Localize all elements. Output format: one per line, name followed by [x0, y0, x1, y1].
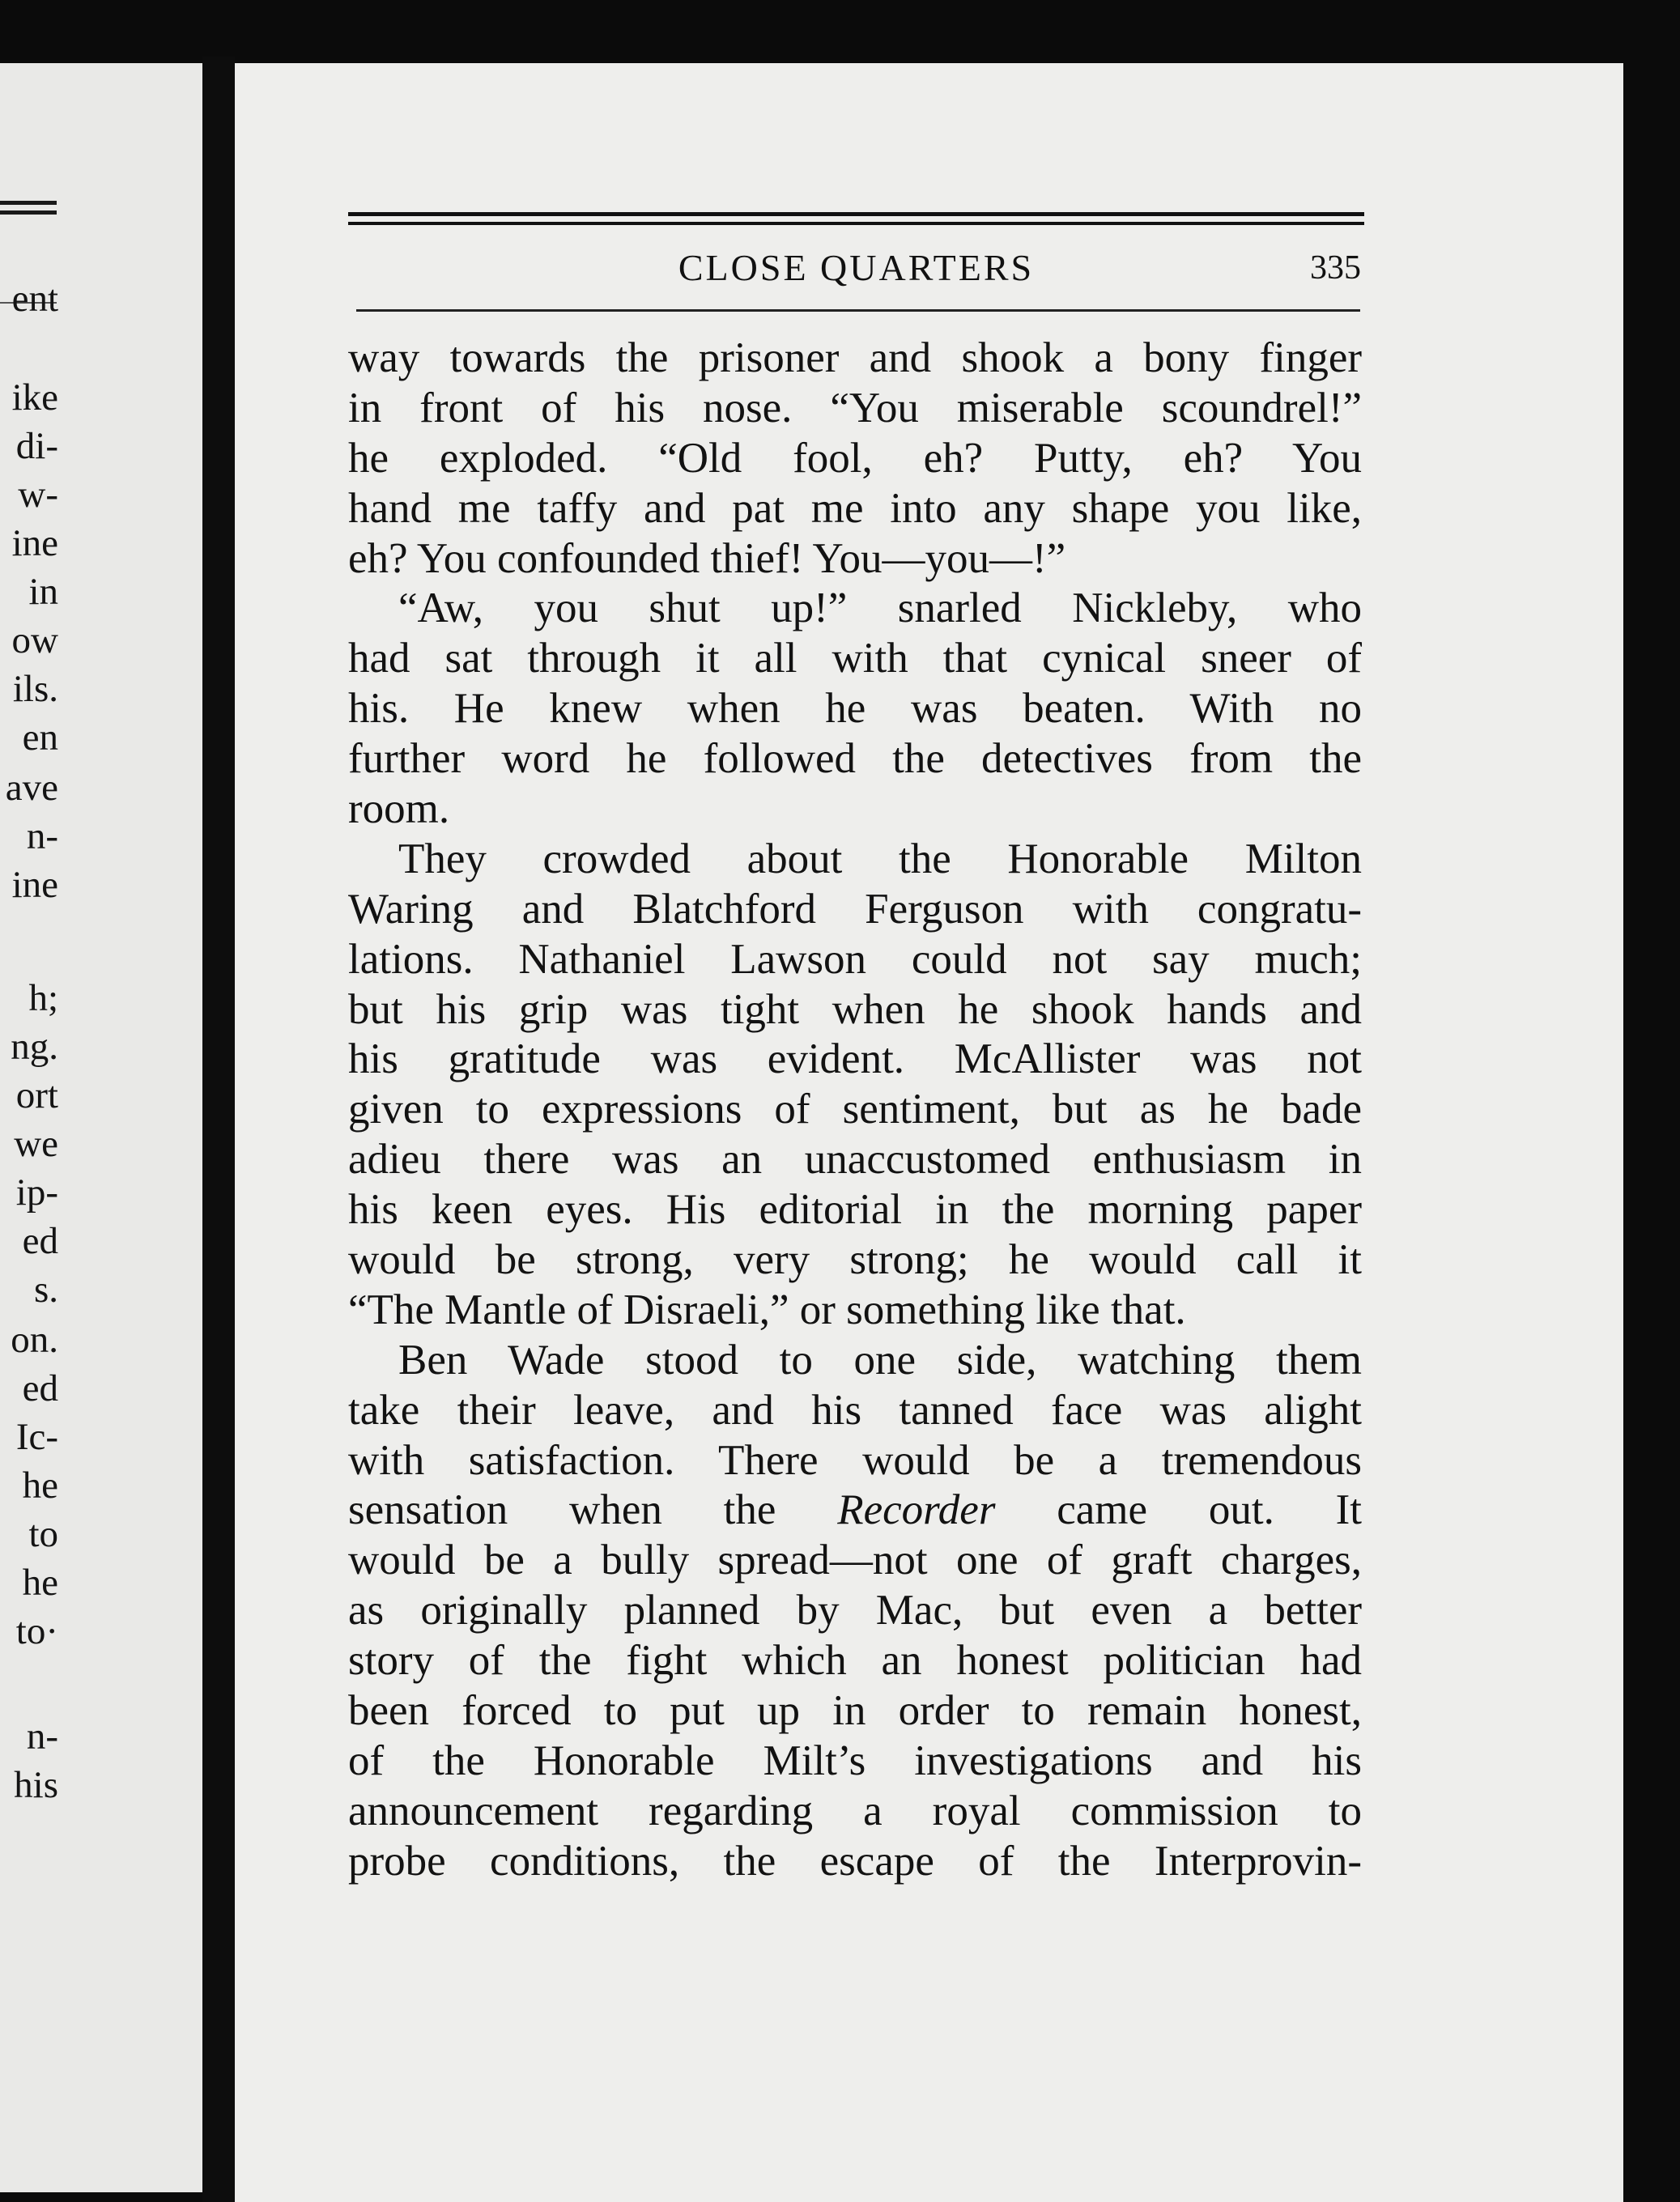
facing-header-rule	[0, 201, 57, 205]
text-line: his keen eyes. His editorial in the morning paper	[348, 1186, 1362, 1234]
text-line: They crowded about the Honorable Milton	[398, 835, 1362, 882]
facing-text-fragment: on.	[11, 1319, 58, 1361]
facing-text-fragment: ort	[15, 1074, 58, 1116]
facing-text-fragment: ow	[11, 619, 58, 661]
text-line: take their leave, and his tanned face was alight	[348, 1386, 1362, 1434]
facing-text-fragment: s.	[33, 1269, 58, 1311]
text-line: “Aw, you shut up!” snarled Nickleby, who	[398, 585, 1362, 632]
header-double-rule-2	[348, 222, 1364, 225]
page-number: 335	[1310, 249, 1361, 287]
facing-text-fragment: Ic-	[15, 1416, 58, 1458]
text-line: in front of his nose. “You miserable scoundrel!”	[348, 384, 1362, 431]
text-line: probe conditions, the escape of the Interprovin-	[348, 1837, 1362, 1885]
facing-text-fragment: ine	[11, 522, 58, 564]
text-line: way towards the prisoner and shook a bony finger	[348, 334, 1362, 381]
text-line: would be a bully spread—not one of graft charges,	[348, 1537, 1362, 1584]
text-line: with satisfaction. There would be a tremendous	[348, 1436, 1362, 1484]
running-head	[348, 240, 1364, 296]
text-line: hand me taffy and pat me into any shape you like,	[348, 484, 1362, 532]
facing-text-fragment: ike	[11, 376, 58, 419]
facing-text-fragment: n-	[26, 815, 58, 857]
text-line: Ben Wade stood to one side, watching them	[398, 1336, 1362, 1384]
text-line: given to expressions of sentiment, but as he bade	[348, 1086, 1362, 1133]
text-line: room.	[348, 785, 450, 833]
facing-text-fragment: we	[14, 1123, 58, 1165]
text-line: he exploded. “Old fool, eh? Putty, eh? You	[348, 434, 1362, 482]
text-line: announcement regarding a royal commission to	[348, 1787, 1362, 1834]
text-line: lations. Nathaniel Lawson could not say much;	[348, 935, 1362, 983]
facing-text-fragment: ed	[22, 1220, 58, 1262]
facing-text-fragment: h;	[28, 977, 58, 1019]
text-line: sensation when the Recorder came out. It	[348, 1486, 1363, 1534]
facing-text-fragment: he	[22, 1464, 58, 1507]
text-line: of the Honorable Milt’s investigations and his	[348, 1737, 1362, 1784]
facing-text-fragment: ng.	[11, 1026, 58, 1068]
italic-title: Recorder	[837, 1486, 996, 1534]
facing-text-fragment: he	[22, 1562, 58, 1604]
facing-text-fragment: ave	[5, 767, 58, 809]
facing-header-rule-2	[0, 210, 57, 215]
facing-text-fragment: n-	[26, 1715, 58, 1758]
facing-text-fragment: to·	[15, 1610, 58, 1652]
body-text	[348, 334, 1362, 1887]
header-double-rule	[348, 212, 1364, 216]
header-thin-rule	[356, 309, 1360, 312]
text-line: adieu there was an unaccustomed enthusiasm in	[348, 1136, 1362, 1184]
text-line: but his grip was tight when he shook hands and	[348, 985, 1362, 1033]
facing-text-fragment: ed	[22, 1367, 58, 1409]
facing-text-fragment: ip-	[15, 1171, 58, 1214]
text-line: eh? You confounded thief! You—you—!”	[348, 534, 1066, 582]
text-line: his. He knew when he was beaten. With no	[348, 685, 1362, 733]
text-line: had sat through it all with that cynical sneer of	[348, 635, 1362, 682]
text-line: Waring and Blatchford Ferguson with congratu-	[348, 885, 1362, 933]
facing-text-fragment: ine	[11, 864, 58, 906]
facing-text-fragment: ent	[11, 278, 58, 320]
text-line: been forced to put up in order to remain honest,	[348, 1687, 1362, 1735]
facing-text-fragment: in	[28, 571, 58, 613]
facing-text-fragment: his	[14, 1764, 58, 1806]
facing-text-fragment: en	[22, 716, 58, 759]
text-line: story of the fight which an honest politician had	[348, 1637, 1362, 1685]
facing-text-fragment: ils.	[12, 668, 58, 710]
facing-text-fragment: to	[28, 1513, 58, 1555]
text-line: as originally planned by Mac, but even a better	[348, 1587, 1362, 1634]
text-line: further word he followed the detectives from the	[348, 735, 1362, 783]
text-line: his gratitude was evident. McAllister was not	[348, 1035, 1362, 1083]
running-title: CLOSE QUARTERS	[678, 247, 1035, 288]
text-line: “The Mantle of Disraeli,” or something like that.	[348, 1286, 1186, 1333]
book-gutter	[202, 57, 235, 2202]
facing-text-fragment: w-	[18, 474, 58, 516]
facing-page-edge	[0, 63, 209, 2192]
facing-text-fragment: di-	[15, 425, 58, 467]
text-line: would be strong, very strong; he would call it	[348, 1236, 1362, 1284]
